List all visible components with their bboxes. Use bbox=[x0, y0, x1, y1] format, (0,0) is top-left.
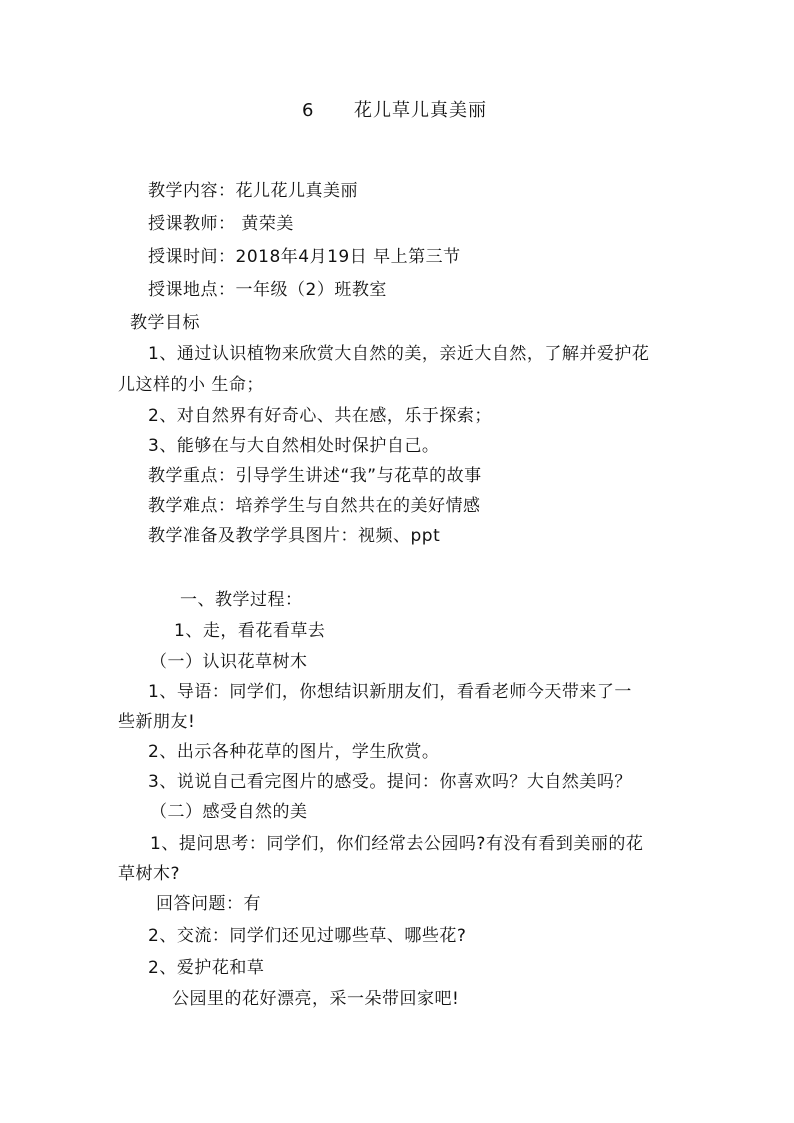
info-place: 授课地点：一年级（2）班教室 bbox=[148, 280, 387, 300]
part-two-item: 草树木? bbox=[118, 864, 181, 884]
key-point: 教学重点：引导学生讲述“我”与花草的故事 bbox=[148, 466, 482, 486]
part-one-item: 些新朋友! bbox=[118, 712, 196, 732]
objective-line: 1、通过认识植物来欣赏大自然的美，亲近大自然，了解并爱护花 bbox=[148, 344, 650, 364]
step-two: 2、爱护花和草 bbox=[148, 958, 265, 978]
objectives-heading: 教学目标 bbox=[130, 313, 200, 333]
process-heading: 一、教学过程： bbox=[180, 590, 303, 610]
part-one-item: 3、说说自己看完图片的感受。提问：你喜欢吗？大自然美吗？ bbox=[148, 772, 632, 792]
preparation: 教学准备及教学学具图片：视频、ppt bbox=[148, 526, 441, 546]
part-two-item: 1、提问思考：同学们，你们经常去公园吗?有没有看到美丽的花 bbox=[150, 834, 644, 854]
step-one: 1、走，看花看草去 bbox=[174, 621, 326, 641]
part-two-heading: （二）感受自然的美 bbox=[150, 802, 308, 822]
objective-line: 3、能够在与大自然相处时保护自己。 bbox=[148, 436, 440, 456]
part-two-item: 2、交流：同学们还见过哪些草、哪些花? bbox=[148, 926, 467, 946]
objective-line: 2、对自然界有好奇心、共在感，乐于探索； bbox=[148, 406, 492, 426]
closing-line: 公园里的花好漂亮，采一朵带回家吧! bbox=[172, 989, 460, 1009]
page-title bbox=[302, 100, 487, 122]
part-two-item: 回答问题：有 bbox=[156, 894, 261, 914]
info-content: 教学内容：花儿花儿真美丽 bbox=[148, 181, 358, 201]
info-time: 授课时间：2018年4月19日 早上第三节 bbox=[148, 247, 461, 267]
part-one-heading: （一）认识花草树木 bbox=[150, 652, 308, 672]
info-teacher: 授课教师： 黄荣美 bbox=[148, 214, 294, 234]
title-text: 花儿草儿真美丽 bbox=[354, 100, 487, 121]
difficulty: 教学难点：培养学生与自然共在的美好情感 bbox=[148, 496, 481, 516]
title-number: 6 bbox=[302, 100, 315, 121]
part-one-item: 1、导语：同学们，你想结识新朋友们，看看老师今天带来了一 bbox=[148, 682, 632, 702]
part-one-item: 2、出示各种花草的图片，学生欣赏。 bbox=[148, 742, 440, 762]
objective-line: 儿这样的小 生命； bbox=[118, 375, 264, 395]
